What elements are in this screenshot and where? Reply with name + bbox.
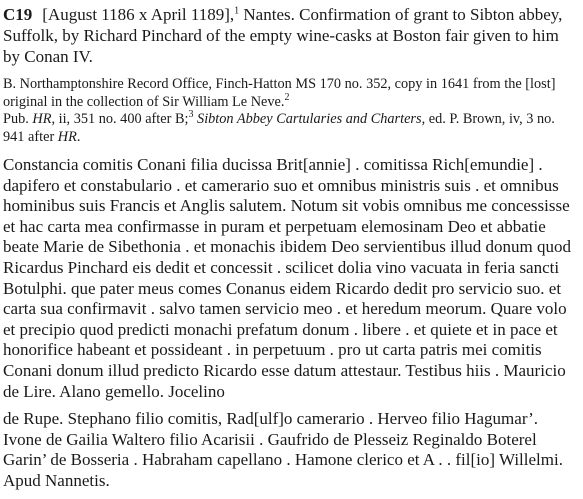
charter-date: [August 1186 x April 1189], [42, 5, 235, 24]
manuscript-source [3, 76, 577, 111]
charter-text-continued: de Rupe. Stephano filio comitis, Rad[ulf]o camerario . Herveo filio Hagumar’. Ivone de Gailia Waltero filio Acarisii . Gaufrido de Plesseiz Reginaldo Boterel Garin’ de Bosseria . Habraham capellano . Hamone clerico et A . . fil[io] Willelmi. Apud Nannetis. [3, 409, 563, 490]
pub-hr-abbrev: HR [32, 111, 52, 127]
charter-text: Constancia comitis Conani filia ducissa Brit[annie] . comitissa Rich[emundie] . dapifero et constabulario . et camerario suo et omnibus ministris suis . et omnibus hominibus suis Francis et Anglis salutem. Notum sit vobis omnibus me concessisse et hac carta mea confirmasse in puram et perpetuam elemosinam Deo et abbatie beate Marie de Sibethonia . et monachis ibidem Deo servientibus illud donum quod Ricardus Pinchard eis dedit et concessit . scilicet dolia vino vacuata in feria sancti Botulphi. que pater meus comes Conanus eidem Ricardo dedit pro servicio suo. et carta sua confirmavit . salvo tamen servicio meo . et heredum meorum. Quare volo et precipio quod predicti monachi prefatum donum . libere . et quiete et in pace et honorifice habeant et possideant . in perpetuum . pro ut carta patris mei comitis Conani donum illud predicto Ricardo esse datum attestaur. Testibus hiis . Mauricio de Lire. Alano gemello. Jocelino [3, 155, 571, 401]
publication-source [3, 111, 577, 146]
footnote-ref-3: 3 [188, 109, 194, 121]
footnote-ref-2: 2 [284, 91, 290, 103]
sources-block [3, 76, 577, 146]
pub-ref-1: , ii, 351 no. 400 after B; [51, 111, 189, 127]
pub-ref-2: , ed. P. Brown, iv, 3 no. 941 after [3, 111, 555, 145]
charter-heading [3, 4, 577, 67]
footnote-ref-1: 1 [234, 5, 240, 17]
manuscript-source-text: B. Northamptonshire Record Office, Finch-Hatton MS 170 no. 352, copy in 1641 from the [lost] original in the collection of Sir William Le Neve. [3, 76, 556, 110]
pub-hr-abbrev-2: HR [57, 128, 77, 145]
pub-prefix: Pub. [3, 111, 33, 127]
charter-id: C19 [3, 5, 33, 24]
document-page [3, 4, 577, 492]
charter-summary: Nantes. Confirmation of grant to Sibton abbey, Suffolk, by Richard Pinchard of the empty wine-casks at Boston fair given to him by Conan IV. [3, 5, 563, 66]
pub-end: . [76, 128, 81, 145]
pub-title: Sibton Abbey Cartularies and Charters [193, 111, 422, 127]
